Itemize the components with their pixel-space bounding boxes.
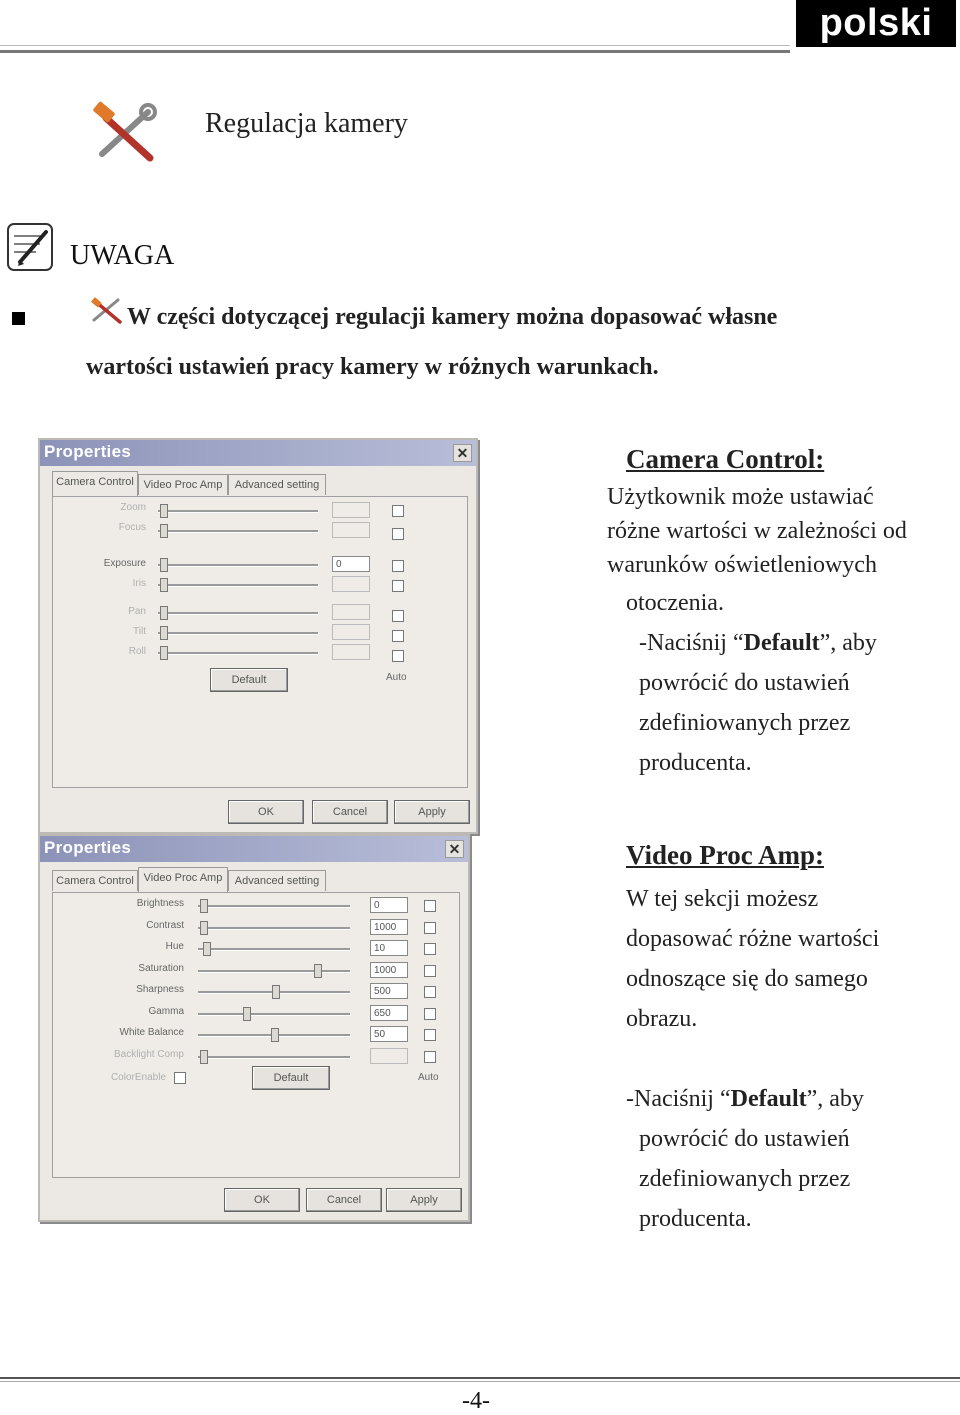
- white-balance-auto-checkbox[interactable]: [424, 1029, 436, 1041]
- backlight-comp-slider-thumb[interactable]: [200, 1050, 208, 1064]
- camera-default-line2: powrócić do ustawień: [639, 670, 850, 696]
- auto-label: Auto: [418, 1072, 439, 1083]
- backlight-comp-slider-track[interactable]: [198, 1056, 350, 1059]
- camera-control-heading: Camera Control:: [626, 444, 825, 474]
- camera-default-prefix: -Naciśnij “: [639, 630, 744, 656]
- camera-control-line2: różne wartości w zależności od: [607, 518, 907, 544]
- note-icon: [6, 222, 54, 272]
- gamma-auto-checkbox[interactable]: [424, 1008, 436, 1020]
- iris-auto-checkbox[interactable]: [392, 580, 404, 592]
- brightness-label: Brightness: [136, 898, 184, 909]
- camera-control-default-line: [639, 626, 877, 660]
- hue-label: Hue: [165, 941, 184, 952]
- hue-value-box[interactable]: 10: [370, 940, 408, 956]
- contrast-label: Contrast: [146, 920, 184, 931]
- saturation-auto-checkbox[interactable]: [424, 965, 436, 977]
- focus-value-box[interactable]: [332, 522, 370, 538]
- sharpness-value-box[interactable]: 500: [370, 983, 408, 999]
- pan-value-box[interactable]: [332, 604, 370, 620]
- contrast-slider-thumb[interactable]: [200, 921, 208, 935]
- camera-default-line4: producenta.: [639, 750, 752, 776]
- cancel-button[interactable]: Cancel: [312, 800, 388, 824]
- color-enable-label: ColorEnable: [110, 1072, 166, 1083]
- gamma-slider-thumb[interactable]: [243, 1007, 251, 1021]
- camera-default-word: Default: [743, 630, 820, 656]
- contrast-value-box[interactable]: 1000: [370, 919, 408, 935]
- sharpness-label: Sharpness: [136, 984, 184, 995]
- tab-advanced-setting[interactable]: Advanced setting: [228, 474, 326, 495]
- bullet-square: [12, 312, 25, 325]
- exposure-slider-thumb[interactable]: [160, 558, 168, 572]
- exposure-label: Exposure: [103, 558, 146, 569]
- roll-slider-thumb[interactable]: [160, 646, 168, 660]
- ok-button[interactable]: OK: [224, 1188, 300, 1212]
- gamma-value-box[interactable]: 650: [370, 1005, 408, 1021]
- pan-slider-track[interactable]: [158, 612, 318, 615]
- roll-label: Roll: [128, 646, 146, 657]
- footer-rule-thin: [0, 1381, 960, 1382]
- sharpness-auto-checkbox[interactable]: [424, 986, 436, 998]
- apply-button[interactable]: Apply: [394, 800, 470, 824]
- cancel-button[interactable]: Cancel: [306, 1188, 382, 1212]
- ok-button[interactable]: OK: [228, 800, 304, 824]
- video-proc-amp-heading: Video Proc Amp:: [626, 840, 824, 870]
- tilt-slider-track[interactable]: [158, 632, 318, 635]
- zoom-value-box[interactable]: [332, 502, 370, 518]
- contrast-auto-checkbox[interactable]: [424, 922, 436, 934]
- iris-slider-track[interactable]: [158, 584, 318, 587]
- zoom-slider-thumb[interactable]: [160, 504, 168, 518]
- pan-auto-checkbox[interactable]: [392, 610, 404, 622]
- brightness-slider-thumb[interactable]: [200, 899, 208, 913]
- language-tab: polski: [796, 0, 956, 47]
- pan-slider-thumb[interactable]: [160, 606, 168, 620]
- tilt-label: Tilt: [133, 626, 146, 637]
- camera-default-suffix: ”, aby: [819, 630, 877, 656]
- close-icon[interactable]: ✕: [453, 444, 472, 462]
- camera-control-line4: otoczenia.: [626, 590, 724, 616]
- tilt-slider-thumb[interactable]: [160, 626, 168, 640]
- video-default-word: Default: [730, 1086, 807, 1112]
- backlight-comp-label: Backlight Comp: [113, 1049, 184, 1060]
- exposure-auto-checkbox[interactable]: [392, 560, 404, 572]
- camera-control-line1: Użytkownik może ustawiać: [607, 484, 874, 510]
- zoom-auto-checkbox[interactable]: [392, 505, 404, 517]
- backlight-comp-auto-checkbox[interactable]: [424, 1051, 436, 1063]
- video-default-line3: zdefiniowanych przez: [639, 1166, 851, 1192]
- video-default-line4: producenta.: [639, 1206, 752, 1232]
- apply-button[interactable]: Apply: [386, 1188, 462, 1212]
- pan-label: Pan: [128, 606, 146, 617]
- dialog-titlebar: [40, 836, 468, 862]
- brightness-value-box[interactable]: 0: [370, 897, 408, 913]
- tab-camera-control[interactable]: Camera Control: [52, 471, 138, 496]
- focus-slider-thumb[interactable]: [160, 524, 168, 538]
- header-rule-thin: [0, 45, 790, 46]
- hue-auto-checkbox[interactable]: [424, 943, 436, 955]
- footer-rule: [0, 1377, 960, 1379]
- focus-label: Focus: [118, 522, 146, 533]
- close-icon[interactable]: ✕: [445, 840, 464, 858]
- video-proc-amp-line2: dopasować różne wartości: [626, 926, 880, 952]
- page-number: -4-: [462, 1388, 490, 1414]
- tab-advanced-setting[interactable]: Advanced setting: [228, 870, 326, 891]
- zoom-label: Zoom: [120, 502, 146, 513]
- white-balance-slider-thumb[interactable]: [271, 1028, 279, 1042]
- video-default-suffix: ”, aby: [806, 1086, 864, 1112]
- header-rule: [0, 50, 790, 53]
- gamma-slider-track[interactable]: [198, 1013, 350, 1016]
- color-enable-checkbox[interactable]: [174, 1072, 186, 1084]
- white-balance-value-box[interactable]: 50: [370, 1026, 408, 1042]
- auto-label: Auto: [386, 672, 407, 683]
- hue-slider-track[interactable]: [198, 948, 350, 951]
- dialog-titlebar: [40, 440, 476, 466]
- tab-camera-control[interactable]: Camera Control: [52, 870, 138, 891]
- small-tools-icon: [90, 296, 124, 326]
- focus-auto-checkbox[interactable]: [392, 528, 404, 540]
- tools-icon: [88, 98, 158, 168]
- dialog-title: Properties: [44, 838, 132, 857]
- iris-label: Iris: [132, 578, 146, 589]
- gamma-label: Gamma: [148, 1006, 184, 1017]
- saturation-slider-track[interactable]: [198, 970, 350, 973]
- sharpness-slider-thumb[interactable]: [272, 985, 280, 999]
- note-label: UWAGA: [70, 240, 175, 271]
- roll-slider-track[interactable]: [158, 652, 318, 655]
- saturation-label: Saturation: [138, 963, 184, 974]
- exposure-slider-track[interactable]: [158, 564, 318, 567]
- white-balance-label: White Balance: [119, 1027, 184, 1038]
- tilt-value-box[interactable]: [332, 624, 370, 640]
- backlight-comp-value-box[interactable]: [370, 1048, 408, 1064]
- roll-auto-checkbox[interactable]: [392, 650, 404, 662]
- contrast-slider-track[interactable]: [198, 927, 350, 930]
- video-proc-amp-line3: odnoszące się do samego: [626, 966, 868, 992]
- exposure-value-box[interactable]: 0: [332, 556, 370, 572]
- properties-dialog-camera-control: [38, 438, 478, 834]
- section-title: Regulacja kamery: [205, 108, 408, 139]
- tab-panel: [52, 496, 468, 788]
- roll-value-box[interactable]: [332, 644, 370, 660]
- dialog-title: Properties: [44, 442, 132, 461]
- video-default-line2: powrócić do ustawień: [639, 1126, 850, 1152]
- note-text-line2: wartości ustawień pracy kamery w różnych warunkach.: [86, 354, 659, 380]
- video-default-line: [626, 1082, 864, 1116]
- default-button[interactable]: Default: [252, 1066, 330, 1090]
- iris-value-box[interactable]: [332, 576, 370, 592]
- note-text-line1: W części dotyczącej regulacji kamery można dopasować własne: [127, 304, 778, 330]
- video-proc-amp-line1: W tej sekcji możesz: [626, 886, 819, 912]
- video-proc-amp-line4: obrazu.: [626, 1006, 698, 1032]
- tab-video-proc-amp[interactable]: Video Proc Amp: [138, 867, 228, 892]
- tab-video-proc-amp[interactable]: Video Proc Amp: [138, 474, 228, 495]
- default-button[interactable]: Default: [210, 668, 288, 692]
- camera-control-line3: warunków oświetleniowych: [607, 552, 877, 578]
- brightness-slider-track[interactable]: [198, 905, 350, 908]
- tilt-auto-checkbox[interactable]: [392, 630, 404, 642]
- brightness-auto-checkbox[interactable]: [424, 900, 436, 912]
- focus-slider-track[interactable]: [158, 530, 318, 533]
- saturation-slider-thumb[interactable]: [314, 964, 322, 978]
- video-default-prefix: -Naciśnij “: [626, 1086, 731, 1112]
- iris-slider-thumb[interactable]: [160, 578, 168, 592]
- zoom-slider-track[interactable]: [158, 510, 318, 513]
- saturation-value-box[interactable]: 1000: [370, 962, 408, 978]
- hue-slider-thumb[interactable]: [203, 942, 211, 956]
- camera-default-line3: zdefiniowanych przez: [639, 710, 851, 736]
- properties-dialog-video-proc-amp: [38, 834, 470, 1222]
